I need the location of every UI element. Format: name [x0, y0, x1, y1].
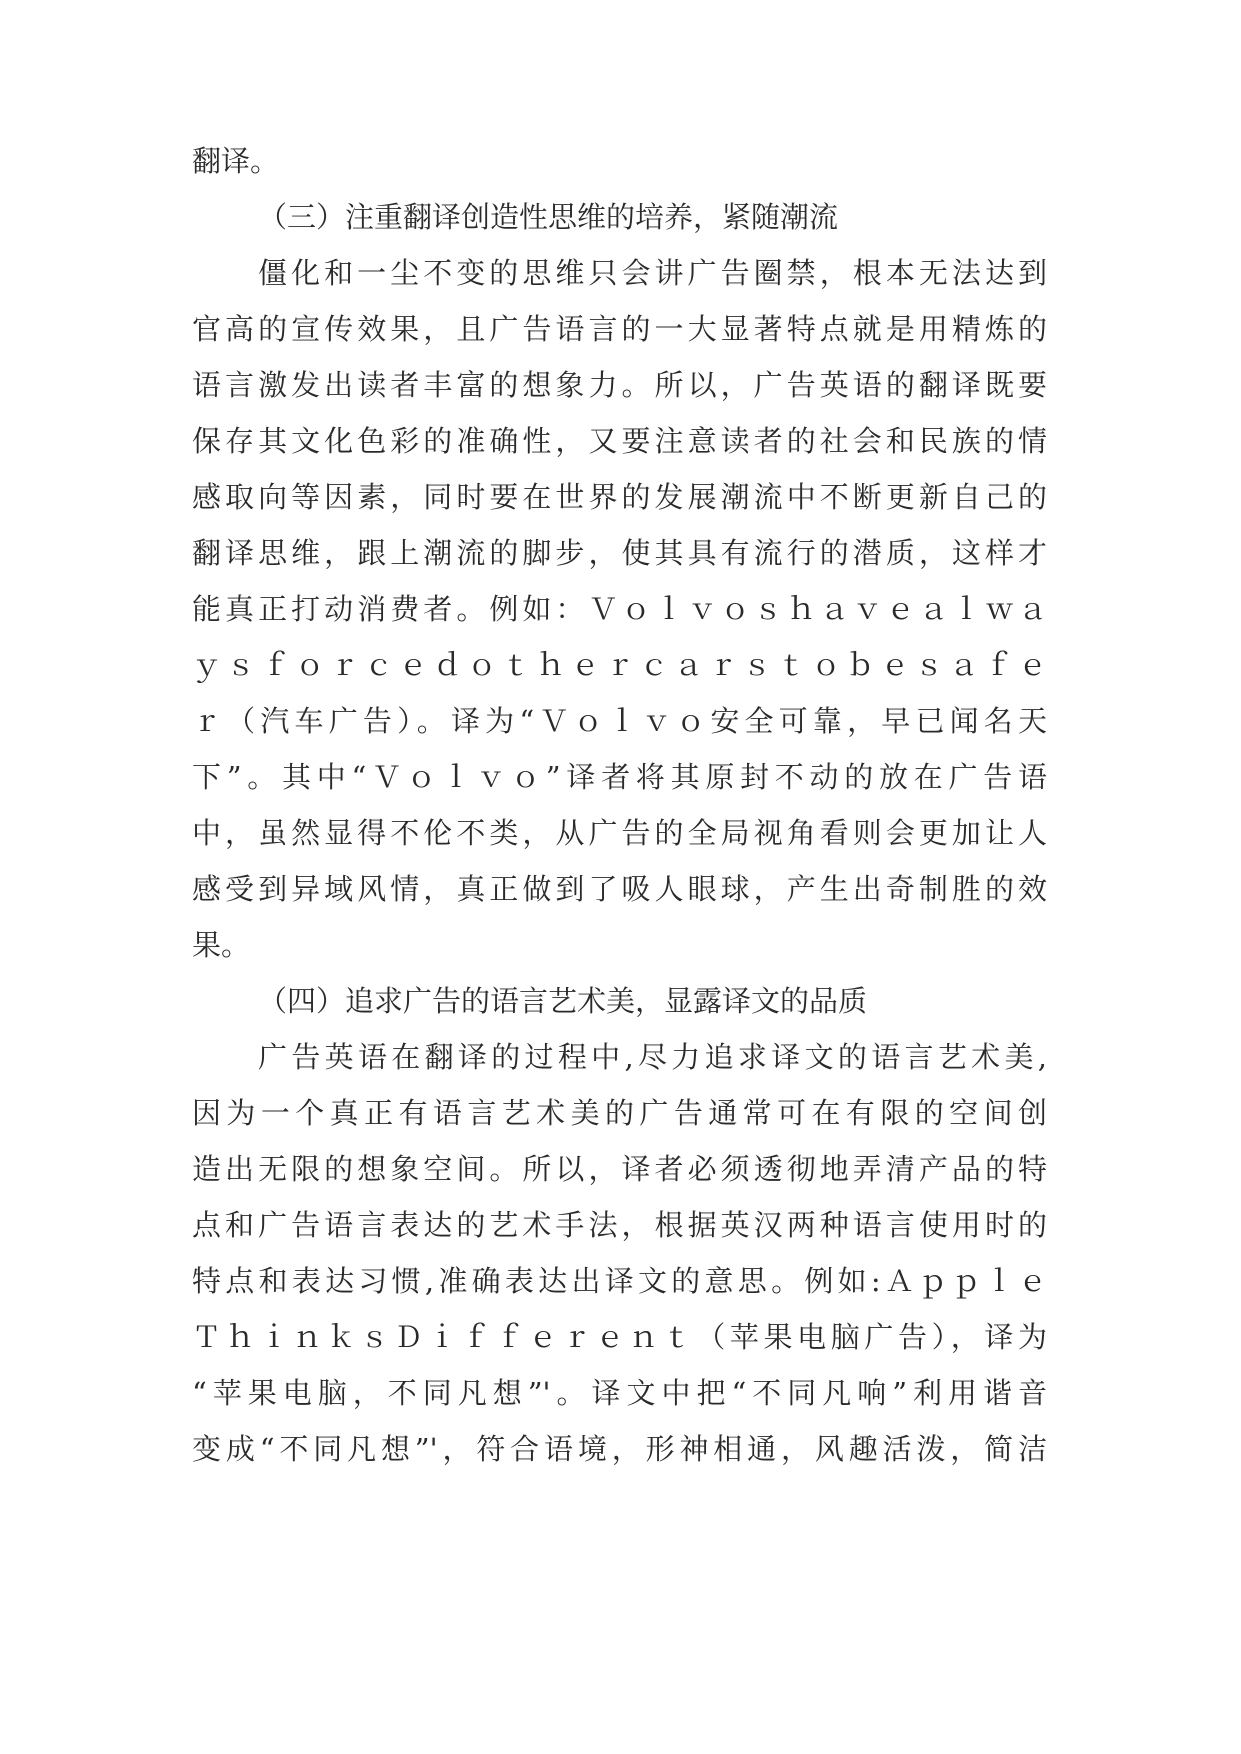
text-line: ｙｓｆｏｒｃｅｄｏｔｈｅｒｃａｒｓｔｏｂｅｓａｆｅ [192, 648, 1047, 682]
text-line: 僵化和一尘不变的思维只会讲广告圈禁，根本无法达到 [258, 256, 1047, 290]
text-line: 保存其文化色彩的准确性，又要注意读者的社会和民族的情 [192, 424, 1047, 458]
section-heading: （三）注重翻译创造性思维的培养，紧随潮流 [258, 200, 839, 234]
text-line: 中，虽然显得不伦不类，从广告的全局视角看则会更加让人 [192, 816, 1047, 850]
text-line: 广告英语在翻译的过程中,尽力追求译文的语言艺术美, [258, 1040, 1047, 1074]
text-line: 果。 [192, 928, 251, 962]
text-line: 造出无限的想象空间。所以，译者必须透彻地弄清产品的特 [192, 1152, 1047, 1186]
text-line: 下”。其中“Ｖｏｌｖｏ”译者将其原封不动的放在广告语 [192, 760, 1047, 794]
section-heading: （四）追求广告的语言艺术美，显露译文的品质 [258, 984, 868, 1018]
text-line: 点和广告语言表达的艺术手法，根据英汉两种语言使用时的 [192, 1208, 1047, 1242]
text-line: ｒ（汽车广告）。译为“Ｖｏｌｖｏ安全可靠，早已闻名天 [192, 704, 1047, 738]
text-line: 变成“不同凡想”'，符合语境，形神相通，风趣活泼，简洁 [192, 1432, 1047, 1466]
text-line: “苹果电脑，不同凡想”'。译文中把“不同凡响”利用谐音 [192, 1376, 1047, 1410]
text-line: 特点和表达习惯,准确表达出译文的意思。例如:Ａｐｐｌｅ [192, 1264, 1047, 1298]
text-line: 感取向等因素，同时要在世界的发展潮流中不断更新自己的 [192, 480, 1047, 514]
text-line: 语言激发出读者丰富的想象力。所以，广告英语的翻译既要 [192, 368, 1047, 402]
text-line: 翻译。 [192, 144, 280, 178]
text-line: 官高的宣传效果，且广告语言的一大显著特点就是用精炼的 [192, 312, 1047, 346]
text-line: 感受到异域风情，真正做到了吸人眼球，产生出奇制胜的效 [192, 872, 1047, 906]
text-line: 翻译思维，跟上潮流的脚步，使其具有流行的潜质，这样才 [192, 536, 1047, 570]
text-line: ＴｈｉｎｋｓＤｉｆｆｅｒｅｎｔ（苹果电脑广告），译为 [192, 1320, 1047, 1354]
text-line: 因为一个真正有语言艺术美的广告通常可在有限的空间创 [192, 1096, 1047, 1130]
text-line: 能真正打动消费者。例如：Ｖｏｌｖｏｓｈａｖｅａｌｗａ [192, 592, 1047, 626]
